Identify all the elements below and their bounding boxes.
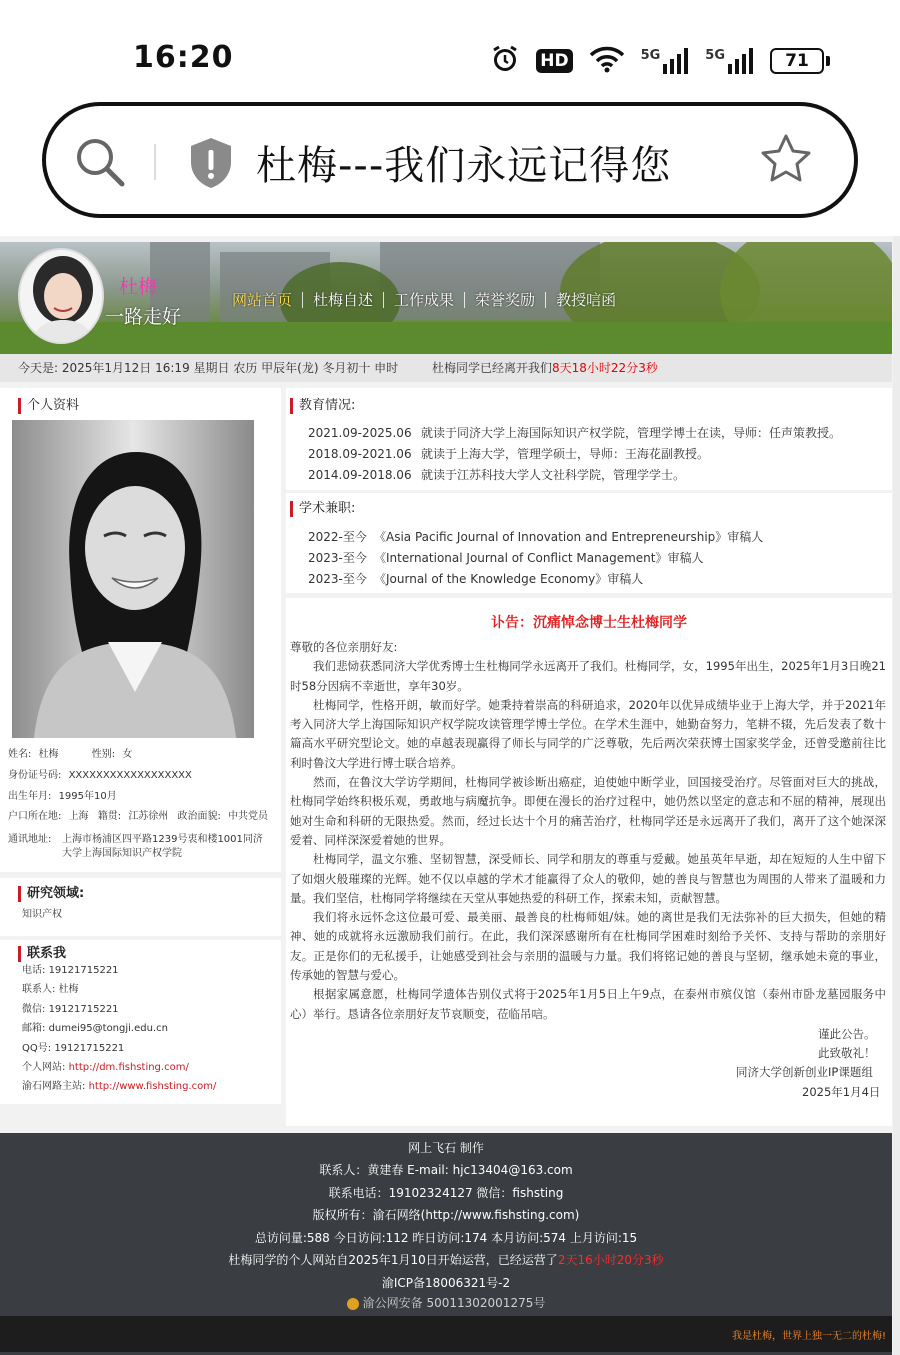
academic-row: 2023-至今 《International Journal of Conflict Management》审稿人	[308, 551, 704, 565]
politics-value: 中共党员	[228, 811, 269, 822]
avatar	[18, 248, 104, 344]
hd-label: HD	[540, 51, 569, 71]
search-icon[interactable]	[74, 136, 126, 192]
origin-value: 江苏徐州	[128, 811, 169, 822]
police-badge-icon	[347, 1298, 359, 1310]
date-info-bar	[0, 354, 892, 382]
signal-label: 5G	[705, 48, 725, 63]
profile-panel	[0, 388, 281, 872]
scrollbar[interactable]	[893, 236, 900, 1355]
address-line-1: 上海市杨浦区四平路1239号衷和楼1001同济	[62, 834, 263, 845]
education-row: 2014.09-2018.06 就读于江苏科技大学人文社科学院，管理学学士。	[308, 468, 686, 482]
footer-phone: 联系电话：19102324127 微信：fishsting	[328, 1186, 564, 1200]
obituary-paragraph: 杜梅同学，性格开朗，敏而好学。她秉持着崇高的科研追求，2020年以优异成绩毕业于上海大学，并于2021年考入同济大学上海国际知识产权学院攻读管理学博士学位。在学术生涯中，她勤奋努力，笔耕不辍，先后发表了数十篇高水平研究型论文。她的卓越表现赢得了师长与同学的广泛尊敬，先后两次荣获博士国家奖学金，还曾受邀前往比利时鲁汶大学进行博士联合培养。	[290, 697, 886, 770]
profile-residence-row	[8, 810, 268, 824]
bookmark-star-icon[interactable]	[758, 132, 814, 192]
academic-section-title: 学术兼职:	[290, 501, 355, 517]
today-date: 今天是: 2025年1月12日 16:19 星期日 农历 甲辰年(龙) 冬月初十 申时	[18, 361, 399, 375]
name-label: 姓名:	[8, 749, 32, 760]
profile-address-row	[8, 833, 51, 847]
research-field: 知识产权	[22, 909, 62, 920]
id-label: 身份证号码:	[8, 770, 62, 781]
birth-label: 出生年月:	[8, 791, 52, 802]
footer-running: 杜梅同学的个人网站自2025年1月10日开始运营，已经运营了2天16小时20分3秒	[228, 1253, 664, 1267]
nav-self-intro[interactable]: 杜梅自述	[302, 292, 383, 308]
wifi-icon	[589, 45, 625, 77]
obituary-paragraph: 杜梅同学，温文尔雅、坚韧智慧，深受师长、同学和朋友的尊重与爱戴。她虽英年早逝，却在短短的人生中留下了如烟火般璀璨的光辉。她不仅以卓越的学术才能赢得了众人的敬仰，她的善良与智慧也为周围的人带来了温暖和力量。我们坚信，杜梅同学将继续在天堂从事她热爱的科研工作，探索未知，贡献智慧。	[290, 852, 886, 905]
address-bar[interactable]	[42, 102, 858, 218]
contact-host-row: 渝石网路主站: http://www.fishsting.com/	[22, 1081, 217, 1092]
contact-person-row: 联系人: 杜梅	[22, 984, 79, 995]
address-line-2: 大学上海国际知识产权学院	[62, 848, 182, 859]
origin-label: 籍贯:	[97, 811, 122, 822]
footer-maker: 网上飞石 制作	[408, 1141, 484, 1155]
contact-wechat: 19121715221	[48, 1004, 119, 1015]
contact-email-row: 邮箱: dumei95@tongji.edu.cn	[22, 1023, 168, 1034]
profile-section-title: 个人资料	[18, 398, 79, 414]
contact-person: 杜梅	[58, 984, 79, 995]
status-icons	[490, 44, 830, 78]
research-section-title: 研究领域:	[18, 886, 84, 902]
research-panel	[0, 878, 281, 936]
host-site-link[interactable]: http://www.fishsting.com/	[88, 1081, 217, 1092]
id-value: XXXXXXXXXXXXXXXXXX	[68, 770, 192, 781]
contact-qq: 19121715221	[54, 1043, 125, 1054]
obituary-paragraph: 我们将永远怀念这位最可爱、最美丽、最善良的杜梅师姐/妹。她的离世是我们无法弥补的巨大损失，但她的精神、她的成就将永远激励我们前行。在此，我们深深感谢所有在杜梅同学困难时刻给予关怀、支持与帮助的亲朋好友。正是你们的无私援手，让她感受到社会与亲朋的温暖与力量。我们将铭记她的善良与坚韧，继承她未竟的事业，传承她的智慧与爱心。	[290, 910, 886, 983]
obituary-closing-1: 谨此公告。	[818, 1027, 876, 1041]
address-divider	[154, 144, 156, 180]
5g-signal-icon	[705, 48, 754, 74]
contact-phone-row: 电话: 19121715221	[22, 965, 119, 976]
footer-copyright: 版权所有：渝石网络(http://www.fishsting.com)	[312, 1208, 580, 1222]
obituary-salutation: 尊敬的各位亲朋好友:	[290, 640, 398, 654]
name-value: 杜梅	[38, 749, 59, 760]
bottom-strip	[0, 1316, 892, 1352]
profile-birth-row	[8, 790, 117, 804]
banner-slogan: 一路走好	[105, 306, 182, 328]
obituary-paragraph: 根据家属意愿，杜梅同学遗体告别仪式将于2025年1月5日上午9点，在泰州市殡仪馆（泰州市卧龙墓园服务中心）举行。恳请各位亲朋好友节哀顺变，莅临吊唁。	[290, 987, 886, 1021]
running-value: 2天16小时20分3秒	[557, 1253, 664, 1267]
residence-label: 户口所在地:	[8, 811, 62, 822]
gender-value: 女	[122, 749, 133, 760]
site-banner	[0, 242, 892, 354]
obituary-paragraph: 我们悲恸获悉同济大学优秀博士生杜梅同学永远离开了我们。杜梅同学，女，1995年出生，2025年1月3日晚21时58分因病不幸逝世，享年30岁。	[290, 659, 886, 693]
contact-panel	[0, 940, 281, 1104]
address-label: 通讯地址:	[8, 834, 52, 845]
obituary-body	[290, 638, 886, 1024]
battery-level: 71	[770, 48, 824, 74]
hd-icon	[536, 49, 572, 73]
elapsed-time	[432, 354, 658, 382]
contact-email[interactable]: dumei95@tongji.edu.cn	[48, 1023, 168, 1034]
education-section-title: 教育情况:	[290, 398, 355, 414]
footer-icp[interactable]: 渝ICP备18006321号-2	[381, 1276, 511, 1290]
education-row: 2018.09-2021.06 就读于上海大学，管理学硕士，导师：王海花副教授。	[308, 447, 710, 461]
footer-police[interactable]: 渝公网安备 50011302001275号	[0, 1294, 892, 1311]
page-title[interactable]: 杜梅---我们永远记得您	[256, 143, 672, 189]
profile-id-row	[8, 769, 192, 783]
academic-row: 2022-至今 《Asia Pacific Journal of Innovation and Entrepreneurship》审稿人	[308, 530, 764, 544]
contact-phone: 19121715221	[48, 965, 119, 976]
footer-contact: 联系人：黄建春 E-mail: hjc13404@163.com	[319, 1163, 573, 1177]
contact-section-title: 联系我	[18, 946, 66, 962]
profile-photo	[12, 420, 254, 738]
battery-icon	[770, 48, 830, 74]
bottom-slogan: 我是杜梅，世界上独一无二的杜梅!	[731, 1331, 886, 1342]
politics-label: 政治面貌:	[177, 811, 221, 822]
birth-value: 1995年10月	[58, 791, 117, 802]
contact-site-row: 个人网站: http://dm.fishsting.com/	[22, 1062, 189, 1073]
obituary-closing-2: 此致敬礼！	[818, 1046, 876, 1060]
personal-site-link[interactable]: http://dm.fishsting.com/	[68, 1062, 189, 1073]
nav-home[interactable]: 网站首页	[232, 291, 293, 309]
nav-condolences[interactable]: 教授唁函	[545, 292, 626, 308]
shield-warning-icon[interactable]	[188, 136, 234, 194]
footer-stats: 总访问量:588 今日访问:112 昨日访问:174 本月访问:574 上月访问:15	[254, 1231, 638, 1245]
education-row: 2021.09-2025.06 就读于同济大学上海国际知识产权学院，管理学博士在读，导师：任声策教授。	[308, 426, 842, 440]
status-time: 16:20	[133, 40, 234, 75]
profile-name-row	[8, 748, 132, 762]
5g-signal-icon	[641, 48, 690, 74]
web-page	[0, 236, 900, 1355]
obituary-signer: 同济大学创新创业IP课题组	[736, 1065, 873, 1079]
obituary-title: 讣告：沉痛悼念博士生杜梅同学	[491, 615, 687, 631]
elapsed-prefix: 杜梅同学已经离开我们	[432, 361, 553, 375]
contact-qq-row: QQ号: 19121715221	[22, 1043, 125, 1054]
contact-wechat-row: 微信: 19121715221	[22, 1004, 119, 1015]
academic-row: 2023-至今 《Journal of the Knowledge Economy》审稿人	[308, 572, 644, 586]
elapsed-value: 8天18小时22分3秒	[552, 361, 658, 375]
banner-name: 杜梅	[119, 276, 158, 298]
signal-label: 5G	[640, 48, 661, 63]
nav-honors[interactable]: 荣誉奖励	[464, 292, 545, 308]
obituary-date: 2025年1月4日	[802, 1085, 881, 1099]
nav-work-results[interactable]: 工作成果	[383, 292, 464, 308]
residence-value: 上海	[68, 811, 89, 822]
main-nav	[232, 292, 626, 308]
obituary-paragraph: 然而，在鲁汶大学访学期间，杜梅同学被诊断出癌症，迫使她中断学业，回国接受治疗。尽管面对巨大的挑战，杜梅同学始终积极乐观，勇敢地与病魔抗争。即便在漫长的治疗过程中，她仍然以坚定的意志和不屈的精神，展现出她对生命和科研的无限热爱。然而，经过长达十个月的痛苦治疗，杜梅同学还是永远离开了我们，离开了这个她深深爱着、同样深深爱着她的世界。	[290, 775, 886, 847]
gender-label: 性别:	[91, 749, 116, 760]
status-bar	[0, 0, 900, 100]
alarm-icon	[490, 44, 520, 78]
